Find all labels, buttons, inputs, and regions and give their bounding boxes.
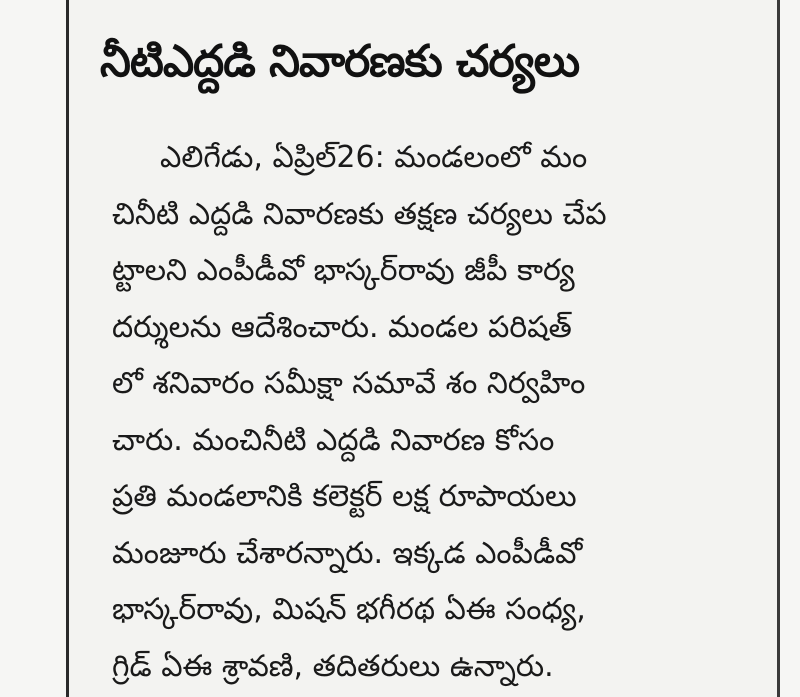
body-line: గ్రిడ్ ఏఈ శ్రావణి, తదితరులు ఉన్నారు. [112,648,554,684]
article-body [112,130,712,695]
column-rule-left [66,0,69,697]
body-line: లో శనివారం సమీక్షా సమావే శం నిర్వహిం [112,366,586,401]
body-line: చినీటి ఎద్దడి నివారణకు తక్షణ చర్యలు చేప [112,196,607,232]
body-line: మంజూరు చేశారన్నారు. ఇక్కడ ఎంపీడీవో [112,535,583,571]
body-line: దర్శులను ఆదేశించారు. మండల పరిషత్ [112,309,572,345]
article-headline: నీటిఎద్దడి నివారణకు చర్యలు [100,36,580,87]
body-line: భాస్కర్‌రావు, మిషన్ భగీరథ ఏఈ సంధ్య, [112,592,586,627]
body-line: ఎలిగేడు, ఏప్రిల్26: మండలంలో మం [160,140,588,175]
body-line: చారు. మంచినీటి ఎద్దడి నివారణ కోసం [112,422,555,458]
body-line: ప్రతి మండలానికి కలెక్టర్ లక్ష రూపాయలు [112,479,577,514]
page-margin-right [780,0,800,697]
body-line: ట్టాలని ఎంపీడీవో భాస్కర్‌రావు జీపీ కార్య [112,253,575,288]
page-margin-left [0,0,68,697]
